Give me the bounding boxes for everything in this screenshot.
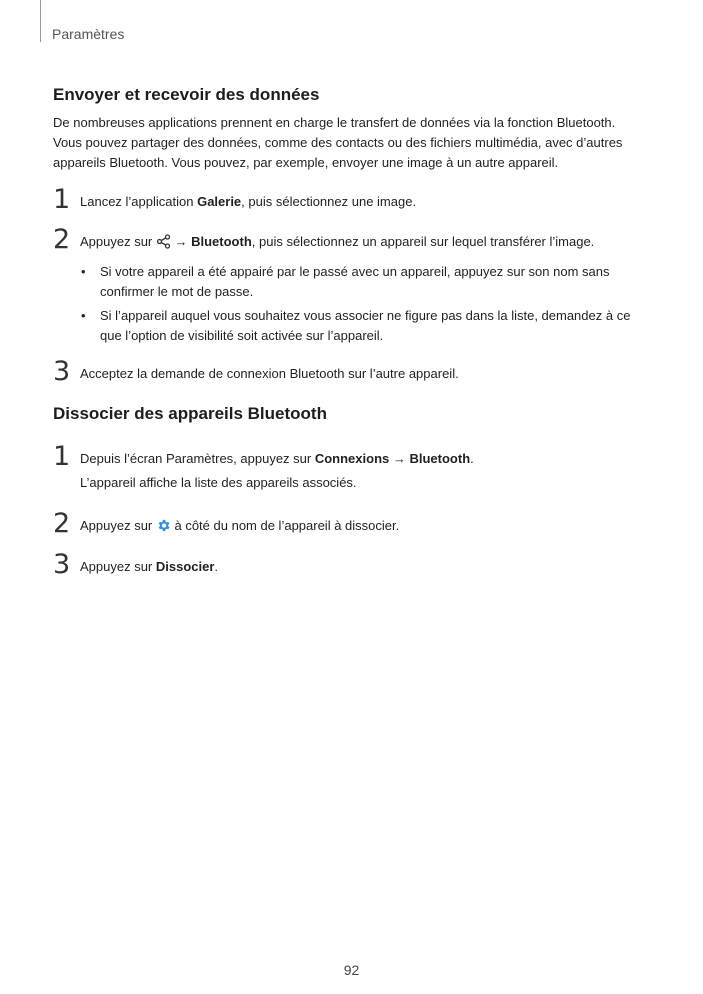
ui-label-unpair: Dissocier — [155, 559, 215, 574]
step-1-unpair — [53, 441, 653, 473]
step-number: 1 — [53, 184, 71, 215]
intro-paragraph — [53, 113, 653, 173]
share-icon — [156, 234, 171, 255]
ui-label-connections: Connexions — [314, 451, 390, 466]
header-title: Paramètres — [52, 26, 125, 42]
step-number: 1 — [53, 441, 71, 472]
gear-icon — [156, 518, 171, 539]
step-text: Acceptez la demande de connexion Bluetooth sur l’autre appareil. — [80, 366, 459, 381]
step-3-send — [53, 356, 653, 388]
bullet-note-paired: Si votre appareil a été appairé par le passé avec un appareil, appuyez sur son nom sans confirmer le mot de passe. — [100, 264, 610, 299]
step-text: Appuyez sur Dissocier. — [80, 559, 219, 574]
step-note: L’appareil affiche la liste des appareils associés. — [80, 475, 357, 490]
step-3-unpair — [53, 549, 653, 581]
step-text: Appuyez sur → Bluetooth, puis sélectionnez un appareil sur lequel transférer l’image. — [80, 232, 594, 255]
intro-line: Vous pouvez partager des données, comme des contacts ou des fichiers multimédia, avec d’autres — [53, 135, 623, 150]
step-1-send — [53, 184, 653, 216]
step-number: 3 — [53, 356, 71, 387]
bullet-note-visibility: Si l’appareil auquel vous souhaitez vous associer ne figure pas dans la liste, demandez à ce que l’option de visibilité soit activée sur l’appareil. — [100, 308, 631, 343]
step-text: Appuyez sur à côté du nom de l’appareil à dissocier. — [80, 516, 399, 539]
step-2-unpair — [53, 508, 653, 540]
step-text: Lancez l’application Galerie, puis sélectionnez une image. — [80, 194, 417, 209]
step-2-send — [53, 224, 653, 256]
step-number: 3 — [53, 549, 71, 580]
section-title-send-receive: Envoyer et recevoir des données — [53, 85, 320, 104]
header-rule — [40, 0, 41, 42]
step-number: 2 — [53, 224, 71, 255]
bullet-mark: • — [81, 264, 86, 279]
step-number: 2 — [53, 508, 71, 539]
page-number: 92 — [343, 962, 360, 978]
ui-label-bluetooth: Bluetooth — [191, 234, 252, 249]
step-text: Depuis l’écran Paramètres, appuyez sur Connexions → Bluetooth. — [80, 451, 474, 466]
bullet-mark: • — [81, 308, 86, 323]
intro-line: De nombreuses applications prennent en charge le transfert de données via la fonction Bluetooth. — [53, 115, 616, 130]
intro-line: appareils Bluetooth. Vous pouvez, par exemple, envoyer une image à un autre appareil. — [53, 155, 559, 170]
section-title-unpair: Dissocier des appareils Bluetooth — [53, 404, 327, 423]
ui-label-bluetooth: Bluetooth — [409, 451, 471, 466]
ui-label-gallery: Galerie — [197, 194, 242, 209]
